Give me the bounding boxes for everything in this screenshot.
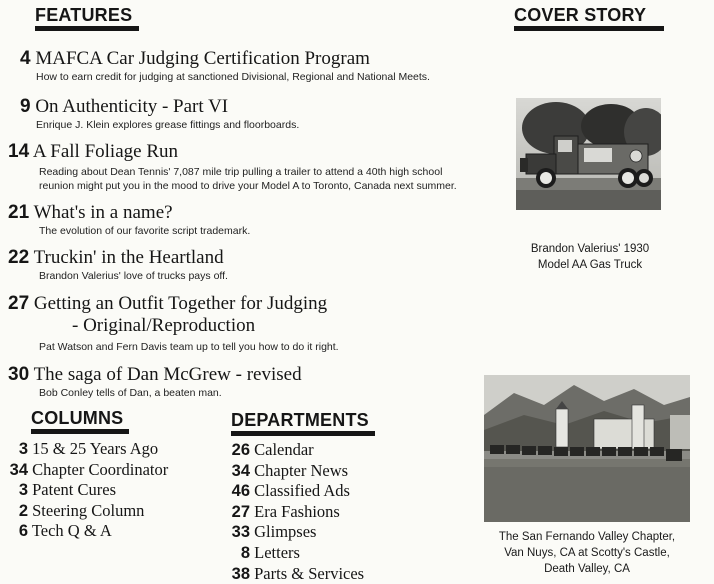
- page-number: 26: [231, 441, 250, 459]
- cover-photo-castle: [484, 375, 690, 522]
- feature-item[interactable]: [8, 247, 228, 283]
- caption-line: Brandon Valerius' 1930: [530, 243, 650, 255]
- cover-photo-truck: [516, 98, 661, 210]
- page-number: 3: [18, 440, 28, 458]
- feature-page-number: 9: [20, 96, 31, 117]
- feature-page-number: 30: [8, 364, 30, 385]
- feature-title: A Fall Foliage Run: [32, 141, 178, 162]
- feature-description: Pat Watson and Fern Davis team up to tell you how to do it right.: [39, 341, 339, 353]
- list-item[interactable]: [228, 543, 364, 564]
- page-number: 8: [240, 543, 250, 562]
- list-item[interactable]: [6, 501, 168, 522]
- feature-page-number: 4: [20, 48, 31, 69]
- feature-description: The evolution of our favorite script trademark.: [39, 225, 251, 237]
- item-label: Chapter Coordinator: [32, 459, 169, 479]
- caption-line: Death Valley, CA: [544, 563, 630, 575]
- list-item[interactable]: [6, 439, 168, 460]
- list-item[interactable]: [228, 522, 364, 543]
- item-label: 15 & 25 Years Ago: [32, 439, 159, 458]
- feature-page-number: 21: [8, 202, 30, 223]
- list-item[interactable]: [228, 502, 364, 523]
- caption-line: Model AA Gas Truck: [537, 259, 643, 271]
- list-item[interactable]: [6, 460, 168, 481]
- feature-description: Bob Conley tells of Dan, a beaten man.: [39, 387, 222, 399]
- list-item[interactable]: [228, 564, 364, 584]
- feature-description: Reading about Dean Tennis' 7,087 mile trip pulling a trailer to attend a 40th high school: [39, 166, 443, 178]
- caption-line: The San Fernando Valley Chapter,: [498, 531, 676, 543]
- feature-description: reunion might put you in the mood to drive your Model A to Toronto, Canada next summer.: [39, 180, 457, 192]
- list-item[interactable]: [6, 480, 168, 501]
- page-number: 38: [231, 564, 250, 583]
- item-label: Steering Column: [32, 500, 145, 520]
- page-number: 3: [18, 481, 28, 500]
- feature-item[interactable]: [8, 364, 302, 400]
- item-label: Letters: [254, 542, 300, 562]
- feature-title-line-2: - Original/Reproduction: [72, 315, 256, 336]
- caption-line: Van Nuys, CA at Scotty's Castle,: [504, 547, 670, 559]
- feature-page-number: 14: [8, 141, 30, 162]
- feature-description: Brandon Valerius' love of trucks pays off.: [39, 270, 228, 282]
- item-label: Calendar: [254, 440, 314, 459]
- list-item[interactable]: [228, 481, 364, 502]
- feature-item[interactable]: [8, 141, 457, 193]
- feature-page-number: 22: [8, 247, 30, 268]
- page-number: 34: [9, 460, 28, 479]
- feature-page-number: 27: [8, 293, 30, 314]
- page-number: 46: [231, 482, 250, 501]
- list-item[interactable]: [228, 461, 364, 482]
- item-label: Chapter News: [254, 460, 349, 480]
- item-label: Tech Q & A: [31, 521, 112, 541]
- cover-story-heading: COVER STORY: [514, 5, 664, 31]
- departments-heading: DEPARTMENTS: [231, 410, 375, 436]
- page-number: 6: [18, 522, 28, 541]
- page-number: 33: [231, 523, 250, 542]
- page-number: 27: [231, 502, 250, 521]
- list-item[interactable]: [6, 521, 168, 542]
- page-number: 34: [231, 461, 250, 480]
- feature-description: How to earn credit for judging at sanctioned Divisional, Regional and National Meets.: [36, 71, 430, 83]
- truck-photo-image: [516, 98, 661, 210]
- item-label: Patent Cures: [32, 480, 116, 500]
- feature-item[interactable]: [8, 202, 250, 238]
- item-label: Glimpses: [254, 522, 317, 542]
- list-item[interactable]: [228, 440, 364, 461]
- columns-list: [6, 439, 168, 542]
- castle-photo-caption: [478, 529, 696, 577]
- castle-photo-image: [484, 375, 690, 522]
- item-label: Parts & Services: [254, 563, 365, 583]
- item-label: Classified Ads: [254, 481, 350, 501]
- feature-title: On Authenticity - Part VI: [35, 96, 229, 117]
- columns-heading: COLUMNS: [31, 408, 129, 434]
- feature-title: The saga of Dan McGrew - revised: [33, 364, 302, 385]
- feature-item[interactable]: [8, 293, 339, 354]
- page-number: 2: [18, 501, 28, 520]
- item-label: Era Fashions: [254, 501, 340, 521]
- feature-item[interactable]: [20, 96, 299, 132]
- feature-title: MAFCA Car Judging Certification Program: [35, 48, 370, 69]
- feature-description: Enrique J. Klein explores grease fittings and floorboards.: [36, 119, 300, 131]
- feature-title: What's in a name?: [33, 202, 173, 223]
- feature-title: Truckin' in the Heartland: [33, 247, 224, 268]
- departments-list: [228, 440, 364, 584]
- feature-item[interactable]: [20, 48, 430, 84]
- features-heading: FEATURES: [35, 5, 139, 31]
- feature-title: Getting an Outfit Together for Judging: [33, 293, 328, 314]
- truck-photo-caption: [500, 241, 680, 273]
